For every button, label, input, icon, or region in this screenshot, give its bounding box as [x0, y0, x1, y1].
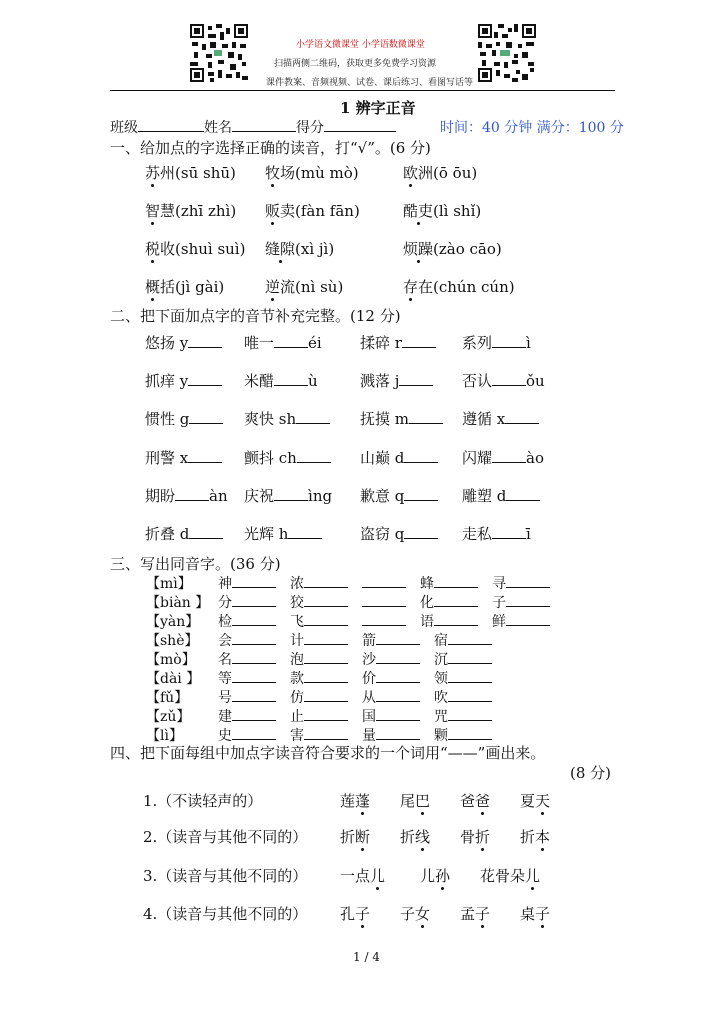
homophone-word: 量	[362, 728, 376, 744]
homophone-word: 仿	[290, 690, 304, 706]
pinyin-options: 流(nì sù)	[280, 278, 344, 296]
homophone-word: 害	[290, 728, 304, 744]
homophone-row	[218, 668, 506, 688]
pinyin-options: 卖(fàn fān)	[280, 202, 360, 220]
name-blank	[232, 117, 296, 132]
word-prefix: 否认	[462, 372, 493, 390]
word-prefix: 闪耀	[462, 449, 493, 467]
answer-blank	[376, 706, 420, 721]
answer-blank	[232, 725, 276, 740]
answer-blank	[362, 573, 406, 588]
section2-item	[360, 523, 438, 544]
section4-requirement: 2.（读音与其他不同的）	[143, 828, 308, 846]
section4-heading: 四、把下面每组中加点字读音符合要求的一个词用“——”画出来。	[110, 744, 546, 762]
answer-blank	[506, 573, 550, 588]
homophone-word: 寻	[492, 576, 506, 592]
answer-blank	[304, 668, 348, 683]
section2-item	[145, 523, 223, 544]
homophone-word: 史	[218, 728, 232, 744]
homophone-pinyin-tag: 【lì】	[146, 728, 183, 744]
dotted-character: 断	[355, 828, 371, 846]
dotted-character: 智	[145, 202, 161, 220]
pinyin-options: 场(mù mò)	[280, 164, 359, 182]
dotted-character: 折	[475, 828, 491, 846]
answer-blank	[376, 687, 420, 702]
homophone-pinyin-tag: 【fǔ】	[146, 690, 189, 706]
qr-code-icon	[478, 24, 536, 82]
section4-word	[340, 790, 370, 811]
homophone-word: 会	[218, 633, 232, 649]
section3-heading: 三、写出同音字。(36 分)	[110, 555, 281, 573]
section2-item	[360, 370, 433, 391]
dotted-character: 本	[535, 828, 551, 846]
word-prefix: 抚摸 m	[360, 410, 409, 428]
pinyin-blank	[274, 333, 308, 348]
dotted-character: 巴	[415, 792, 431, 810]
pinyin-blank	[402, 333, 436, 348]
word-head: 儿	[420, 867, 436, 885]
header-divider	[110, 90, 615, 91]
dotted-character: 儿	[525, 867, 541, 885]
class-blank	[138, 117, 204, 132]
homophone-word: 浓	[290, 576, 304, 592]
section2-item	[145, 485, 228, 506]
answer-blank	[376, 630, 420, 645]
section2-item	[244, 523, 322, 544]
header-line-3: 课件教案、音频视频、试卷、课后练习、看图写话等	[266, 78, 474, 88]
dotted-character: 概	[145, 278, 161, 296]
dotted-character: 儿	[370, 867, 386, 885]
homophone-word: 子	[492, 595, 506, 611]
pinyin-blank	[404, 486, 438, 501]
dotted-character: 孙	[435, 867, 451, 885]
homophone-word: 化	[420, 595, 434, 611]
pinyin-blank	[404, 448, 438, 463]
homophone-word: 计	[290, 633, 304, 649]
word-prefix: 光辉 h	[244, 525, 289, 543]
homophone-word: 飞	[290, 614, 304, 630]
word-prefix: 抓痒 y	[145, 372, 189, 390]
answer-blank	[376, 725, 420, 740]
name-label: 姓名	[204, 120, 232, 136]
section4-word	[460, 903, 490, 924]
section4-word	[340, 903, 370, 924]
pinyin-blank	[505, 409, 539, 424]
word-prefix: 颤抖 ch	[244, 449, 297, 467]
pinyin-blank	[492, 371, 526, 386]
answer-blank	[304, 649, 348, 664]
section4-requirement: 4.（读音与其他不同的）	[143, 905, 308, 923]
word-prefix: 走私	[462, 525, 493, 543]
answer-blank	[448, 725, 492, 740]
info-line	[110, 117, 396, 137]
homophone-row	[218, 592, 564, 612]
word-prefix: 爽快 sh	[244, 410, 297, 428]
word-prefix: 悠扬 y	[145, 334, 189, 352]
section1-item	[145, 238, 245, 259]
homophone-word: 款	[290, 671, 304, 687]
section1-item	[265, 162, 359, 183]
homophone-word: 泡	[290, 652, 304, 668]
section4-word	[340, 865, 385, 886]
answer-blank	[304, 611, 348, 626]
word-prefix: 盗窃 q	[360, 525, 405, 543]
dotted-character: 苏	[145, 164, 161, 182]
page-number: 1 / 4	[353, 950, 380, 964]
answer-blank	[448, 668, 492, 683]
dotted-character: 子	[535, 905, 551, 923]
pinyin-blank	[404, 524, 438, 539]
homophone-row	[218, 687, 506, 707]
answer-blank	[434, 611, 478, 626]
homophone-word: 鲜	[492, 614, 506, 630]
pinyin-options: 括(jì gài)	[160, 278, 225, 296]
word-suffix: àn	[209, 487, 228, 505]
section2-item	[244, 370, 318, 391]
homophone-word: 宿	[434, 633, 448, 649]
answer-blank	[506, 611, 550, 626]
section2-item	[244, 447, 331, 468]
pinyin-blank	[297, 448, 331, 463]
pinyin-blank	[492, 333, 526, 348]
answer-blank	[304, 725, 348, 740]
dotted-character: 逆	[265, 278, 281, 296]
homophone-word: 沙	[362, 652, 376, 668]
word-suffix: ìng	[308, 487, 333, 505]
section2-item	[145, 370, 222, 391]
homophone-word: 从	[362, 690, 376, 706]
answer-blank	[232, 592, 276, 607]
section2-heading: 二、把下面加点字的音节补充完整。(12 分)	[110, 307, 401, 325]
answer-blank	[232, 706, 276, 721]
word-prefix: 惯性 g	[145, 410, 190, 428]
homophone-row	[218, 573, 564, 593]
dotted-character: 缝隙	[265, 240, 296, 258]
section2-item	[145, 447, 222, 468]
section2-item	[462, 408, 539, 429]
section2-item	[462, 332, 531, 353]
section2-item	[360, 408, 443, 429]
section1-item	[145, 200, 236, 221]
homophone-word: 神	[218, 576, 232, 592]
section4-word	[520, 826, 550, 847]
answer-blank	[362, 592, 406, 607]
pinyin-options: (lì shǐ)	[433, 202, 482, 220]
answer-blank	[376, 668, 420, 683]
pinyin-options: 在(chún cún)	[418, 278, 515, 296]
answer-blank	[304, 630, 348, 645]
word-prefix: 期盼	[145, 487, 176, 505]
answer-blank	[232, 687, 276, 702]
dotted-character: 女	[415, 905, 431, 923]
answer-blank	[448, 630, 492, 645]
answer-blank	[448, 649, 492, 664]
section4-word	[340, 826, 370, 847]
homophone-pinyin-tag: 【yàn】	[146, 614, 200, 630]
word-head: 子	[400, 905, 416, 923]
pinyin-blank	[409, 409, 443, 424]
section4-word	[480, 865, 540, 886]
section4-word	[400, 826, 430, 847]
answer-blank	[304, 706, 348, 721]
word-suffix: ì	[526, 334, 531, 352]
section2-item	[244, 485, 332, 506]
answer-blank	[434, 592, 478, 607]
word-head: 爸	[460, 792, 476, 810]
word-prefix: 歉意 q	[360, 487, 405, 505]
section4-requirement: 1.（不读轻声的）	[143, 792, 263, 810]
pinyin-blank	[492, 524, 526, 539]
word-prefix: 溅落 j	[360, 372, 400, 390]
answer-blank	[232, 611, 276, 626]
time-info: 时间：40 分钟 满分：100 分	[440, 120, 624, 136]
word-prefix: 系列	[462, 334, 493, 352]
pinyin-options: 洲(ō ōu)	[418, 164, 478, 182]
dotted-character: 天	[535, 792, 551, 810]
dotted-character: 蓬	[355, 792, 371, 810]
homophone-pinyin-tag: 【mì】	[146, 576, 192, 592]
section1-item	[145, 276, 224, 297]
section2-item	[360, 447, 438, 468]
word-prefix: 雕塑 d	[462, 487, 507, 505]
word-head: 折	[340, 828, 356, 846]
pinyin-blank	[189, 409, 223, 424]
pinyin-blank	[399, 371, 433, 386]
answer-blank	[304, 592, 348, 607]
answer-blank	[304, 687, 348, 702]
section1-item	[265, 276, 343, 297]
header-line-1: 小学语文微课堂 小学语数微课堂	[296, 40, 425, 50]
word-prefix: 唯一	[244, 334, 275, 352]
word-head: 折	[520, 828, 536, 846]
answer-blank	[506, 592, 550, 607]
answer-blank	[434, 573, 478, 588]
word-head: 孟	[460, 905, 476, 923]
word-head: 花骨朵	[480, 867, 526, 885]
dotted-character: 子	[355, 905, 371, 923]
section4-word	[460, 826, 490, 847]
homophone-pinyin-tag: 【dài 】	[146, 671, 201, 687]
score-blank	[324, 117, 396, 132]
pinyin-options: 收(shuì suì)	[160, 240, 246, 258]
section4-requirement: 3.（读音与其他不同的）	[143, 867, 308, 885]
section1-item	[265, 238, 334, 259]
homophone-word: 语	[420, 614, 434, 630]
word-head: 一点	[340, 867, 371, 885]
section1-item	[145, 162, 236, 183]
word-prefix: 刑警 x	[145, 449, 189, 467]
section1-item	[403, 276, 515, 297]
score-label: 得分	[296, 120, 324, 136]
section4-word	[520, 903, 550, 924]
dotted-character: 税	[145, 240, 161, 258]
word-prefix: 庆祝	[244, 487, 275, 505]
homophone-word: 蜂	[420, 576, 434, 592]
answer-blank	[232, 649, 276, 664]
section1-item	[265, 200, 360, 221]
homophone-row	[218, 611, 564, 631]
word-suffix: ào	[526, 449, 544, 467]
dotted-character: 酷吏	[403, 202, 434, 220]
word-head: 夏	[520, 792, 536, 810]
pinyin-options: 慧(zhī zhì)	[160, 202, 237, 220]
dotted-character: 爸	[475, 792, 491, 810]
answer-blank	[232, 630, 276, 645]
pinyin-options: (xì jì)	[295, 240, 335, 258]
pinyin-blank	[188, 448, 222, 463]
word-head: 孔	[340, 905, 356, 923]
pinyin-blank	[492, 448, 526, 463]
section1-heading: 一、给加点的字选择正确的读音，打“√”。(6 分)	[110, 139, 431, 157]
homophone-word: 止	[290, 709, 304, 725]
page-title: 1 辨字正音	[340, 99, 416, 117]
word-head: 莲	[340, 792, 356, 810]
qr-code-icon	[190, 24, 248, 82]
section2-item	[360, 332, 436, 353]
answer-blank	[376, 649, 420, 664]
homophone-pinyin-tag: 【mò】	[146, 652, 196, 668]
homophone-word: 建	[218, 709, 232, 725]
section2-item	[462, 370, 545, 391]
dotted-character: 欧	[403, 164, 419, 182]
word-suffix: ù	[308, 372, 318, 390]
word-head: 尾	[400, 792, 416, 810]
section2-item	[462, 485, 540, 506]
homophone-word: 检	[218, 614, 232, 630]
dotted-character: 牧	[265, 164, 281, 182]
answer-blank	[362, 611, 406, 626]
pinyin-blank	[296, 409, 330, 424]
homophone-row	[218, 630, 506, 650]
word-prefix: 遵循 x	[462, 410, 506, 428]
homophone-row	[218, 706, 506, 726]
section1-item	[403, 200, 481, 221]
dotted-character: 线	[415, 828, 431, 846]
section2-item	[244, 408, 330, 429]
word-suffix: éi	[308, 334, 322, 352]
word-prefix: 米醋	[244, 372, 275, 390]
answer-blank	[232, 668, 276, 683]
section2-item	[244, 332, 322, 353]
section2-item	[360, 485, 438, 506]
word-prefix: 揉碎 r	[360, 334, 402, 352]
answer-blank	[448, 706, 492, 721]
section1-item	[403, 162, 477, 183]
pinyin-blank	[188, 371, 222, 386]
dotted-character: 烦躁	[403, 240, 434, 258]
word-prefix: 山巅 d	[360, 449, 405, 467]
homophone-word: 狡	[290, 595, 304, 611]
homophone-word: 名	[218, 652, 232, 668]
dotted-character: 子	[475, 905, 491, 923]
word-head: 折	[400, 828, 416, 846]
homophone-word: 箭	[362, 633, 376, 649]
homophone-pinyin-tag: 【biàn 】	[146, 595, 210, 611]
homophone-row	[218, 649, 506, 669]
homophone-word: 等	[218, 671, 232, 687]
word-prefix: 折叠 d	[145, 525, 190, 543]
homophone-word: 吹	[434, 690, 448, 706]
pinyin-blank	[189, 524, 223, 539]
pinyin-blank	[274, 371, 308, 386]
section4-word	[520, 790, 550, 811]
homophone-word: 颗	[434, 728, 448, 744]
word-suffix: ī	[526, 525, 531, 543]
pinyin-blank	[188, 333, 222, 348]
section2-item	[462, 523, 531, 544]
section4-score: (8 分)	[570, 764, 612, 782]
answer-blank	[304, 573, 348, 588]
qr-code-left	[190, 24, 248, 82]
word-head: 桌	[520, 905, 536, 923]
class-label: 班级	[110, 120, 138, 136]
homophone-word: 沉	[434, 652, 448, 668]
section4-word	[420, 865, 450, 886]
homophone-word: 价	[362, 671, 376, 687]
pinyin-blank	[175, 486, 209, 501]
answer-blank	[448, 687, 492, 702]
homophone-word: 号	[218, 690, 232, 706]
word-suffix: ǒu	[526, 372, 545, 390]
section4-word	[400, 903, 430, 924]
homophone-word: 咒	[434, 709, 448, 725]
pinyin-blank	[274, 486, 308, 501]
section4-word	[400, 790, 430, 811]
answer-blank	[232, 573, 276, 588]
section2-item	[462, 447, 544, 468]
homophone-word: 分	[218, 595, 232, 611]
qr-code-right	[478, 24, 536, 82]
pinyin-options: (zào cāo)	[433, 240, 502, 258]
homophone-word: 国	[362, 709, 376, 725]
dotted-character: 存	[403, 278, 419, 296]
section1-item	[403, 238, 502, 259]
pinyin-blank	[506, 486, 540, 501]
word-head: 骨	[460, 828, 476, 846]
pinyin-blank	[288, 524, 322, 539]
section4-word	[460, 790, 490, 811]
homophone-word: 领	[434, 671, 448, 687]
pinyin-options: 州(sū shū)	[160, 164, 236, 182]
homophone-pinyin-tag: 【shè】	[146, 633, 199, 649]
section2-item	[145, 332, 222, 353]
homophone-pinyin-tag: 【zǔ】	[146, 709, 191, 725]
dotted-character: 贩	[265, 202, 281, 220]
section2-item	[145, 408, 223, 429]
header-line-2: 扫描两侧二维码，获取更多免费学习资源	[274, 59, 437, 69]
